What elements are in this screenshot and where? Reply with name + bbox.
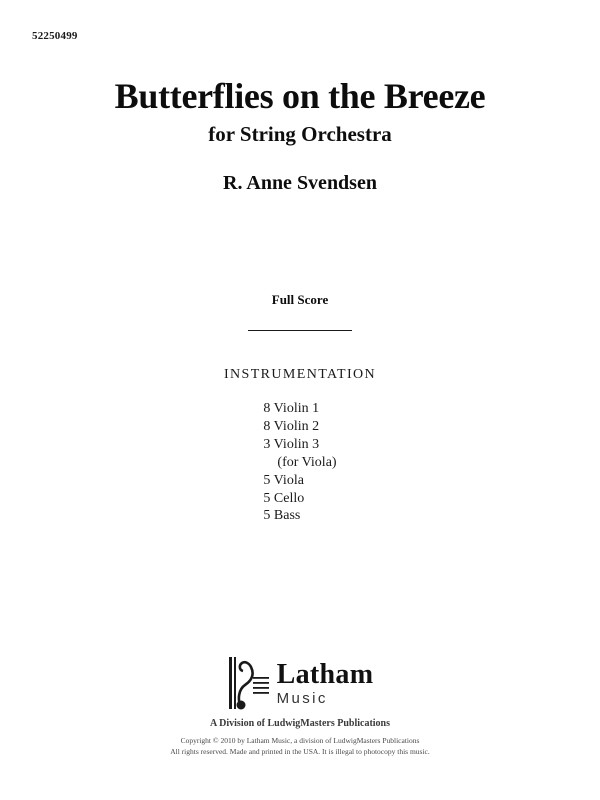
publisher-division-line: A Division of LudwigMasters Publications — [209, 718, 391, 729]
publisher-subtext: Music — [276, 689, 328, 707]
list-item: 5 Cello — [263, 490, 305, 506]
publisher-logo — [0, 655, 600, 711]
list-item: 8 Violin 1 — [263, 401, 320, 416]
instrumentation-heading: INSTRUMENTATION — [223, 367, 377, 382]
score-type-label: Full Score — [271, 292, 329, 307]
list-item: (for Viola) — [277, 454, 337, 470]
catalog-number: 52250499 — [32, 30, 78, 42]
horizontal-divider — [248, 330, 352, 331]
list-item: 3 Violin 3 — [263, 436, 320, 452]
publisher-name: Latham — [276, 658, 374, 690]
title-block — [0, 78, 600, 147]
page-title: Butterflies on the Breeze — [114, 76, 486, 116]
copyright-block — [0, 736, 600, 758]
latham-music-logo-icon — [227, 655, 271, 711]
copyright-line-2: All rights reserved. Made and printed in the USA. It is illegal to photocopy this music. — [170, 746, 430, 756]
page-subtitle: for String Orchestra — [208, 121, 392, 146]
instrumentation-list — [263, 400, 336, 525]
list-item: 5 Viola — [263, 472, 304, 488]
list-item: 5 Bass — [263, 508, 301, 524]
list-item: 8 Violin 2 — [263, 418, 320, 434]
copyright-line-1: Copyright © 2010 by Latham Music, a division of LudwigMasters Publications — [180, 736, 420, 745]
composer-name: R. Anne Svendsen — [223, 172, 377, 194]
